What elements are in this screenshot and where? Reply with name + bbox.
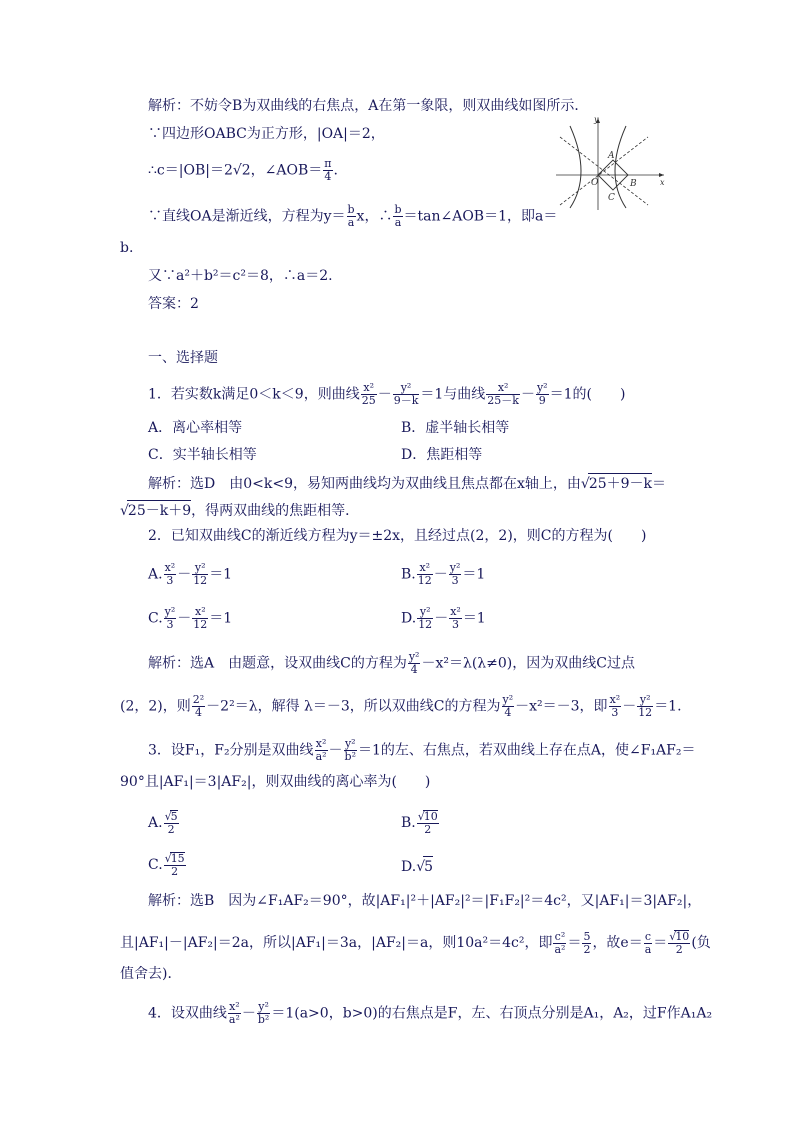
text-run: (负 xyxy=(691,935,711,951)
fraction xyxy=(637,694,653,719)
point-label-O: O xyxy=(591,178,599,188)
point-label-B: B xyxy=(630,179,637,189)
text-run: . xyxy=(333,162,338,179)
radicand: 5 xyxy=(170,810,178,823)
text-run: ＝1. xyxy=(654,698,682,715)
radicand: 5 xyxy=(423,856,433,877)
radicand: 10 xyxy=(675,930,690,943)
solution-text: ∵四边形OABC为正方形，|OA|＝2， xyxy=(148,126,385,142)
fraction xyxy=(164,810,179,836)
denominator: 4 xyxy=(410,663,418,676)
option-label: D. xyxy=(401,859,417,875)
radical-sign: √ xyxy=(120,503,129,519)
fraction xyxy=(192,606,208,631)
solution-text: 解析：不妨令B为双曲线的右焦点，A在第一象限，则双曲线如图所示． xyxy=(148,98,589,114)
numerator: 5 xyxy=(583,929,591,943)
text-run: － xyxy=(177,566,192,583)
numerator: x² xyxy=(164,561,176,574)
option-B[interactable] xyxy=(401,562,485,587)
fraction xyxy=(164,562,177,587)
x-axis-arrow xyxy=(659,173,664,177)
numerator: y² xyxy=(536,381,548,394)
text-run: 且|AF₁|－|AF₂|＝2a，所以|AF₁|＝3a，|AF₂|＝a，则10a²＝4c²，即 xyxy=(120,935,553,951)
numerator: y² xyxy=(393,382,420,395)
radical-sign: √ xyxy=(417,810,425,823)
denominator: 25－k xyxy=(487,394,519,407)
denominator: a² xyxy=(228,1013,240,1026)
text-run: ＝1 xyxy=(462,610,486,627)
option-D[interactable]: D．焦距相等 xyxy=(401,447,483,463)
denominator: a xyxy=(394,216,402,229)
text-run: ，故e＝ xyxy=(592,935,643,951)
numerator: b xyxy=(394,203,402,216)
hyperbola-figure xyxy=(550,112,668,212)
numerator: x² xyxy=(229,1000,240,1013)
denominator: 4 xyxy=(504,706,512,719)
denominator: 4 xyxy=(324,170,332,183)
fraction xyxy=(536,382,549,407)
numerator: x² xyxy=(361,382,377,395)
text-run: － xyxy=(377,386,392,403)
solution-text: 又∵a²＋b²＝c²＝8，∴a＝2. xyxy=(148,268,333,284)
text-run: －x²＝－3，即 xyxy=(515,698,608,715)
fraction xyxy=(449,606,462,631)
option-label: C. xyxy=(148,610,163,627)
text-run: － xyxy=(622,698,637,715)
denominator: 9－k xyxy=(393,394,419,407)
numerator: x² xyxy=(417,562,433,575)
answer-text: 答案：2 xyxy=(148,296,199,312)
fraction xyxy=(582,931,591,956)
fraction xyxy=(417,810,439,836)
denominator: 2 xyxy=(167,823,175,836)
fraction xyxy=(323,158,332,183)
fraction xyxy=(361,382,377,407)
fraction xyxy=(553,931,566,956)
fraction xyxy=(393,382,420,407)
denominator: 3 xyxy=(166,574,174,587)
solution-text xyxy=(120,500,359,521)
text-run: －2²＝λ，解得 λ＝－3，所以双曲线C的方程为 xyxy=(206,698,501,715)
numerator: y² xyxy=(417,606,433,619)
numerator: y² xyxy=(449,561,461,574)
radical-sign: √ xyxy=(416,859,426,875)
radical-sign: √ xyxy=(669,930,677,943)
solution-text xyxy=(120,930,711,956)
option-label: B. xyxy=(401,566,416,583)
option-C[interactable]: C．实半轴长相等 xyxy=(148,447,257,463)
text-run: (2，2)，则 xyxy=(120,698,191,715)
solution-text xyxy=(148,204,557,229)
option-label: A. xyxy=(148,566,163,583)
fraction xyxy=(408,651,421,676)
solution-text xyxy=(120,694,682,719)
denominator: 2 xyxy=(424,823,432,836)
denominator: 3 xyxy=(611,706,619,719)
denominator: 3 xyxy=(452,618,459,631)
denominator: b² xyxy=(344,750,356,763)
text-run: ∴c＝|OB|＝2√2，∠AOB＝ xyxy=(148,162,323,179)
text-run: ，得两双曲线的焦距相等． xyxy=(191,503,360,519)
denominator: 12 xyxy=(193,618,208,631)
numerator: y² xyxy=(502,693,514,706)
fraction xyxy=(164,606,177,631)
denominator: 12 xyxy=(418,618,433,631)
text-run: ＝1的左、右焦点，若双曲线上存在点A，使∠F₁AF₂＝ xyxy=(357,742,696,759)
numerator: c² xyxy=(554,929,566,943)
denominator: 12 xyxy=(638,706,653,719)
option-C[interactable] xyxy=(148,606,232,631)
numerator: c xyxy=(644,929,652,943)
hyperbola-left-branch xyxy=(570,126,581,208)
question-stem xyxy=(148,1001,712,1026)
numerator: y² xyxy=(344,737,356,750)
solution-text: 值舍去)． xyxy=(120,966,182,982)
denominator: 3 xyxy=(166,618,174,631)
fraction xyxy=(315,738,328,763)
text-run: ＝ xyxy=(653,935,668,951)
denominator: 4 xyxy=(194,706,202,719)
denominator: 2 xyxy=(171,865,179,878)
radical-sign: √ xyxy=(580,476,590,492)
text-run: ＝1与曲线 xyxy=(420,386,486,403)
axis-label-y: y xyxy=(594,115,599,124)
denominator: 25 xyxy=(361,394,376,407)
option-A[interactable] xyxy=(148,810,180,836)
solution-text xyxy=(148,158,338,183)
option-label: C. xyxy=(148,857,163,873)
option-label: D. xyxy=(401,610,417,627)
numerator: x² xyxy=(315,737,327,750)
numerator: x² xyxy=(450,605,461,618)
fraction xyxy=(164,852,186,878)
text-run: ＝1 xyxy=(209,610,233,627)
fraction xyxy=(347,204,356,229)
section-heading: 一、选择题 xyxy=(148,350,218,366)
numerator: y² xyxy=(637,694,653,707)
denominator: a² xyxy=(554,942,566,956)
denominator: 9 xyxy=(538,394,546,407)
radicand: 25＋9－k xyxy=(588,473,652,494)
denominator: a xyxy=(347,216,355,229)
solution-text: 解析：选B 因为∠F₁AF₂＝90°，故|AF₁|²＋|AF₂|²＝|F₁F₂|²＝4c²，又|AF₁|＝3|AF₂|， xyxy=(148,893,702,909)
denominator: 2 xyxy=(675,943,683,956)
denominator: 12 xyxy=(417,574,432,587)
fraction xyxy=(192,562,208,587)
fraction xyxy=(486,382,520,407)
axis-label-x: x xyxy=(660,178,665,187)
text-run: －x²＝λ(λ≠0)，因为双曲线C过点 xyxy=(421,655,635,672)
option-label: B. xyxy=(401,815,416,831)
fraction xyxy=(417,562,433,587)
question-stem xyxy=(148,382,625,407)
numerator: y² xyxy=(192,562,208,575)
fraction xyxy=(417,606,433,631)
numerator: y² xyxy=(164,605,176,618)
option-A[interactable]: A．离心率相等 xyxy=(148,420,243,436)
text-run: x，∴ xyxy=(356,208,393,225)
option-A[interactable] xyxy=(148,562,232,587)
option-label: A. xyxy=(148,815,163,831)
fraction xyxy=(393,204,402,229)
text-run: ∵直线OA是渐近线，方程为y＝ xyxy=(148,208,346,225)
denominator: 2 xyxy=(583,942,591,956)
fraction xyxy=(609,694,622,719)
question-stem: 2．已知双曲线C的渐近线方程为y＝±2x，且经过点(2，2)，则C的方程为( ) xyxy=(148,528,647,544)
numerator: x² xyxy=(192,606,208,619)
fraction xyxy=(257,1001,270,1026)
question-stem xyxy=(148,738,696,763)
numerator: y² xyxy=(408,650,420,663)
denominator: a² xyxy=(315,750,327,763)
text-run: ＝1的( ) xyxy=(549,386,626,403)
denominator: 12 xyxy=(193,574,208,587)
text-run: － xyxy=(433,566,448,583)
text-run: ＝1 xyxy=(462,566,486,583)
option-C[interactable] xyxy=(148,852,187,878)
text-run: 4．设双曲线 xyxy=(148,1005,227,1022)
question-stem: 90°且|AF₁|＝3|AF₂|，则双曲线的离心率为( ) xyxy=(120,774,431,790)
solution-text xyxy=(148,651,635,676)
solution-text: b. xyxy=(120,240,134,256)
fraction xyxy=(449,562,462,587)
text-run: ＝1(a>0，b>0)的右焦点是F，左、右顶点分别是A₁，A₂，过F作A₁A₂ xyxy=(271,1005,713,1022)
text-run: － xyxy=(177,610,192,627)
numerator: x² xyxy=(609,693,621,706)
fraction xyxy=(192,694,205,719)
fraction xyxy=(228,1001,241,1026)
point-label-A: A xyxy=(608,151,615,161)
denominator: a xyxy=(644,942,652,956)
option-B[interactable] xyxy=(401,810,440,836)
fraction xyxy=(668,930,690,956)
denominator: b² xyxy=(257,1013,270,1026)
text-run: － xyxy=(434,610,449,627)
fraction xyxy=(502,694,515,719)
numerator: y² xyxy=(258,1000,269,1013)
numerator: b xyxy=(347,203,355,216)
fraction xyxy=(644,931,653,956)
text-run: － xyxy=(241,1005,256,1022)
fraction xyxy=(344,738,357,763)
solution-text xyxy=(148,473,666,494)
text-run: 解析：选D 由0<k<9，易知两曲线均为双曲线且焦点都在x轴上，由 xyxy=(148,476,581,492)
option-D[interactable] xyxy=(401,606,486,631)
text-run: ＝ xyxy=(652,476,667,492)
text-run: ＝1 xyxy=(209,566,233,583)
text-run: 1．若实数k满足0＜k＜9，则曲线 xyxy=(148,386,360,403)
denominator: 3 xyxy=(451,574,459,587)
option-B[interactable]: B．虚半轴长相等 xyxy=(401,420,510,436)
radicand: 10 xyxy=(423,810,438,823)
option-D[interactable] xyxy=(401,856,433,877)
text-run: － xyxy=(328,742,343,759)
numerator: x² xyxy=(486,382,520,395)
numerator: π xyxy=(324,157,332,170)
text-run: － xyxy=(520,386,535,403)
radicand: 25－k＋9 xyxy=(127,500,191,521)
text-run: ＝tan∠AOB＝1，即a＝ xyxy=(403,208,558,225)
radical-sign: √ xyxy=(164,852,172,865)
numerator: 2² xyxy=(192,693,205,706)
radical-sign: √ xyxy=(164,810,172,823)
point-label-C: C xyxy=(608,193,615,203)
text-run: ＝ xyxy=(567,935,582,951)
radicand: 15 xyxy=(170,852,185,865)
text-run: 3．设F₁，F₂分别是双曲线 xyxy=(148,742,314,759)
text-run: 解析：选A 由题意，设双曲线C的方程为 xyxy=(148,655,407,672)
